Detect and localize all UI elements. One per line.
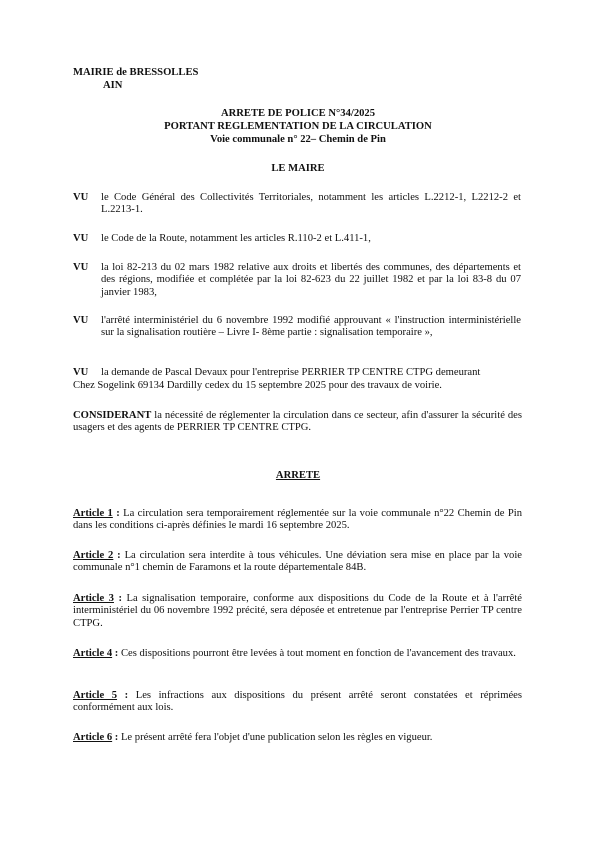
arrete-number-title: ARRETE DE POLICE N°34/2025 bbox=[220, 108, 376, 119]
article-text: La circulation sera temporairement réglementée sur la voie communale n°22 Chemin de Pin dans les conditions ci-après définies le mardi 16 septembre 2025. bbox=[73, 508, 522, 532]
article-text: La signalisation temporaire, conforme aux dispositions du Code de la Route et à l'arrêté interministériel du 06 novembre 1992 précité, sera déposée et entretenue par l'entreprise Perrier TP centre CTPG. bbox=[73, 593, 522, 629]
vu-label: VU bbox=[73, 315, 89, 326]
vu-text: la loi 82-213 du 02 mars 1982 relative aux droits et libertés des communes, des départements et des régions, modifiée et complétée par la loi 82-623 du 22 juillet 1982 et par la loi 83-8 du 07 janvier 1983, bbox=[101, 262, 521, 298]
article-separator: : bbox=[117, 690, 136, 701]
vu-text: le Code de la Route, notamment les articles R.110-2 et L.411-1, bbox=[101, 233, 371, 244]
article-5 bbox=[73, 690, 522, 715]
considerant-text: la nécessité de réglementer la circulation dans ce secteur, afin d'assurer la sécurité des usagers et des agents de PERRIER TP CENTRE CTPG. bbox=[73, 410, 523, 434]
mairie-name: MAIRIE de BRESSOLLES bbox=[73, 67, 199, 78]
article-label: Article 5 bbox=[73, 690, 118, 701]
article-text: La circulation sera interdite à tous véhicules. Une déviation sera mise en place par la voie communale n°1 chemin de Faramons et la route départementale 84B. bbox=[73, 550, 523, 574]
article-text: Les infractions aux dispositions du présent arrêté seront constatées et réprimées conformément aux lois. bbox=[73, 690, 523, 714]
article-separator: : bbox=[113, 593, 127, 604]
vu-label: VU bbox=[73, 192, 89, 203]
article-1 bbox=[73, 508, 522, 533]
vu-label: VU bbox=[73, 233, 89, 244]
considerant-label: CONSIDERANT bbox=[73, 410, 152, 421]
article-text: Ces dispositions pourront être levées à tout moment en fonction de l'avancement des travaux. bbox=[120, 648, 516, 659]
arrete-subject-title: PORTANT REGLEMENTATION DE LA CIRCULATION bbox=[164, 121, 432, 132]
departement: AIN bbox=[103, 80, 123, 91]
article-2 bbox=[73, 550, 522, 575]
article-text: Le présent arrêté fera l'objet d'une publication selon les règles en vigueur. bbox=[120, 732, 433, 743]
article-label: Article 2 bbox=[73, 550, 114, 561]
vu-label: VU bbox=[73, 262, 89, 273]
le-maire-heading: LE MAIRE bbox=[271, 163, 325, 174]
article-separator: : bbox=[113, 550, 125, 561]
article-label: Article 4 bbox=[73, 648, 113, 659]
article-4 bbox=[73, 648, 522, 660]
vu-demande-line2: Chez Sogelink 69134 Dardilly cedex du 15 septembre 2025 pour des travaux de voirie. bbox=[73, 380, 442, 391]
article-label: Article 1 bbox=[73, 508, 113, 519]
article-separator: : bbox=[112, 508, 124, 519]
article-3 bbox=[73, 593, 522, 630]
article-label: Article 6 bbox=[73, 732, 113, 743]
voie-title: Voie communale n° 22– Chemin de Pin bbox=[210, 134, 386, 145]
arrete-heading: ARRETE bbox=[275, 470, 321, 481]
article-label: Article 3 bbox=[73, 593, 114, 604]
article-6 bbox=[73, 732, 522, 744]
vu-text: l'arrêté interministériel du 6 novembre 1992 modifié approuvant « l'instruction interministérielle sur la signalisation routière – Livre I- 8ème partie : signalisation temporaire », bbox=[101, 315, 521, 339]
vu-text: le Code Général des Collectivités Territoriales, notamment les articles L.2212-1, L2212-2 et L.2213-1. bbox=[101, 192, 521, 216]
vu-label: VU bbox=[73, 367, 89, 378]
article-separator: : bbox=[112, 648, 121, 659]
considerant-paragraph bbox=[73, 410, 522, 435]
vu-demande-line1: la demande de Pascal Devaux pour l'entreprise PERRIER TP CENTRE CTPG demeurant bbox=[101, 367, 481, 378]
article-separator: : bbox=[112, 732, 121, 743]
